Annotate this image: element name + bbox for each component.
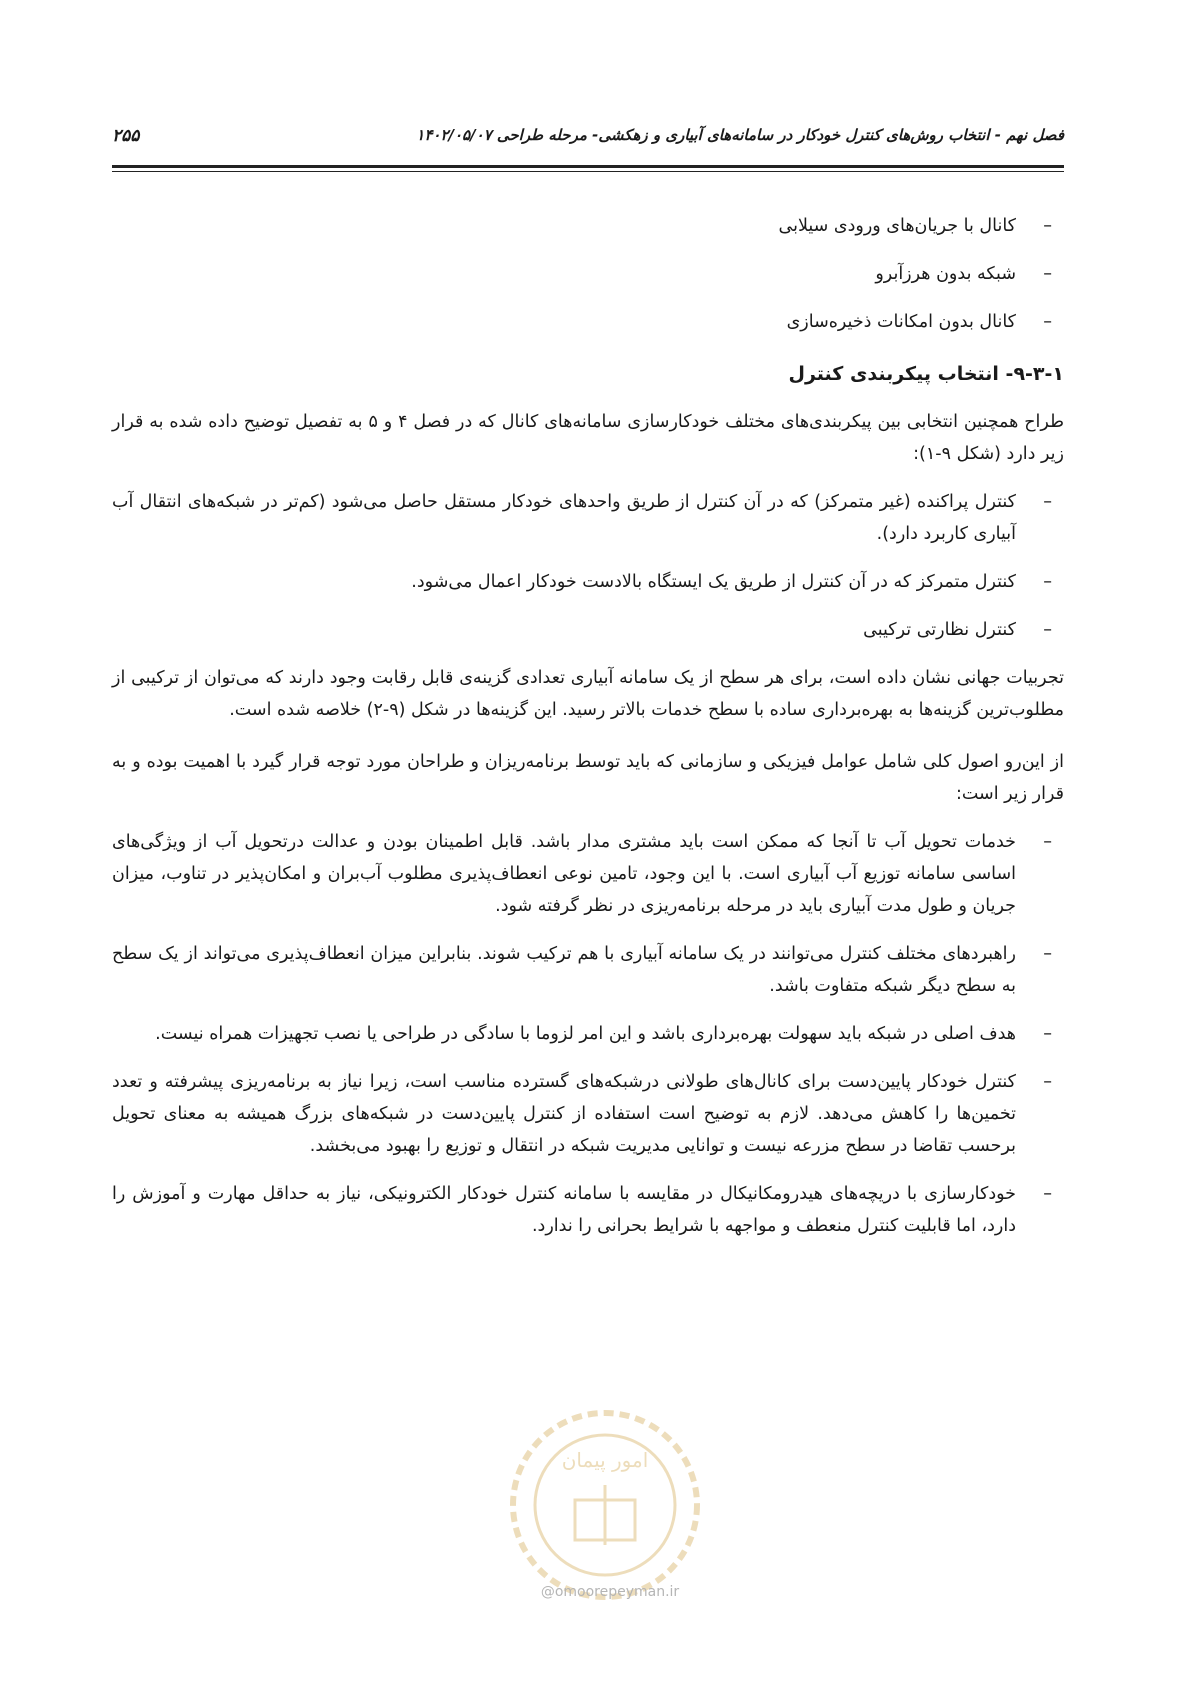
principles-paragraph: از این‌رو اصول کلی شامل عوامل فیزیکی و سازمانی که باید توسط برنامه‌ریزان و طراحان مورد توجه قرار گیرد با اهمیت بوده و به قرار زیر است: [112,752,1064,804]
header-rule-thick [112,165,1064,168]
list-item-text: راهبردهای مختلف کنترل می‌توانند در یک سامانه آبیاری با هم ترکیب شوند. بنابراین میزان انعطاف‌پذیری می‌تواند از یک سطح به سطح دیگر شبکه متفاوت باشد. [112,944,1016,996]
page-number: ۲۵۵ [112,126,140,146]
list-item [112,1018,1064,1050]
dash-bullet: – [1043,620,1052,640]
list-item-text: خدمات تحویل آب تا آنجا که ممکن است باید مشتری مدار باشد. قابل اطمینان بودن و عدالت درتحویل آب از ویژگی‌های اساسی سامانه توزیع آب آبیاری است. با این وجود، تامین نوعی انعطاف‌پذیری مطلوب آب‌بران و امکان‌پذیر در تناوب، میزان جریان و طول مدت آبیاری باید در مرحله برنامه‌ریزی در نظر گرفته شود. [112,832,1016,916]
list-item [112,258,1064,290]
list-item-text: کانال با جریان‌های ورودی سیلابی [778,216,1016,236]
list-item-text: خودکارسازی با دریچه‌های هیدرومکانیکال در مقایسه با سامانه کنترل خودکار الکترونیکی، نیاز به حداقل مهارت و آموزش را دارد، اما قابلیت کنترل منعطف و مواجهه با شرایط بحرانی را ندارد. [112,1184,1016,1236]
list-item [112,826,1064,922]
watermark-logo-text: امور پیمان [561,1448,649,1472]
list-item-text: کنترل متمرکز که در آن کنترل از طریق یک ایستگاه بالادست خودکار اعمال می‌شود. [411,572,1016,592]
dash-bullet: – [1043,944,1052,964]
list-item-text: کنترل خودکار پایین‌دست برای کانال‌های طولانی درشبکه‌های گسترده مناسب است، زیرا نیاز به برنامه‌ریزی پیشرفته و تعدد تخمین‌ها را کاهش می‌دهد. لازم به توضیح است استفاده از کنترل پایین‌دست در شبکه‌های بزرگ همیشه به معنای تحویل برحسب تقاضا در سطح مزرعه نیست و توانایی مدیریت شبکه در انتقال و توزیع را بهبود می‌بخشد. [112,1072,1016,1156]
dash-bullet: – [1043,492,1052,512]
dash-bullet: – [1043,1024,1052,1044]
watermark-url: @omoorepeyman.ir [540,1584,680,1600]
list-item [112,938,1064,1002]
list-item-text: کانال بدون امکانات ذخیره‌سازی [786,312,1016,332]
dash-bullet: – [1043,312,1052,332]
section-heading: ۹-۳-۱- انتخاب پیکربندی کنترل [788,363,1064,385]
experience-paragraph: تجربیات جهانی نشان داده است، برای هر سطح از یک سامانه آبیاری تعدادی گزینه‌ی قابل رقابت وجود دارند که می‌توان از ترکیبی از مطلوب‌ترین گزینه‌ها به بهره‌برداری ساده با سطح خدمات بالاتر رسید. این گزینه‌ها در شکل (۹-۲) خلاصه شده است. [112,668,1064,720]
config-list [112,486,1064,646]
list-item [112,306,1064,338]
header-rule-thin [112,171,1064,172]
list-item [112,210,1064,242]
list-item [112,486,1064,550]
list-item [112,1178,1064,1242]
list-item-text: شبکه بدون هرزآبرو [875,264,1016,284]
list-item-text: هدف اصلی در شبکه باید سهولت بهره‌برداری باشد و این امر لزوما با سادگی در طراحی یا نصب تجهیزات همراه نیست. [155,1024,1016,1044]
list-item-text: کنترل نظارتی ترکیبی [863,620,1016,640]
dash-bullet: – [1043,264,1052,284]
intro-paragraph: طراح همچنین انتخابی بین پیکربندی‌های مختلف خودکارسازی سامانه‌های کانال که در فصل ۴ و ۵ به تفصیل توضیح داده شده به قرار زیر دارد (شکل ۹-۱): [112,412,1065,464]
list-item [112,614,1064,646]
document-body [112,210,1064,1258]
dash-bullet: – [1043,572,1052,592]
header-title: فصل نهم - انتخاب روش‌های کنترل خودکار در سامانه‌های آبیاری و زهکشی- مرحله طراحی ۱۴۰۲/۰۵/۰۷ [416,126,1064,144]
dash-bullet: – [1043,832,1052,852]
list-item [112,1066,1064,1162]
dash-bullet: – [1043,216,1052,236]
list-item-text: کنترل پراکنده (غیر متمرکز) که در آن کنترل از طریق واحدهای خودکار مستقل حاصل می‌شود (کم‌تر در شبکه‌های انتقال آب آبیاری کاربرد دارد). [112,492,1016,544]
top-list [112,210,1064,338]
watermark-logo [505,1405,705,1605]
dash-bullet: – [1043,1072,1052,1092]
dash-bullet: – [1043,1184,1052,1204]
list-item [112,566,1064,598]
principles-list [112,826,1064,1242]
